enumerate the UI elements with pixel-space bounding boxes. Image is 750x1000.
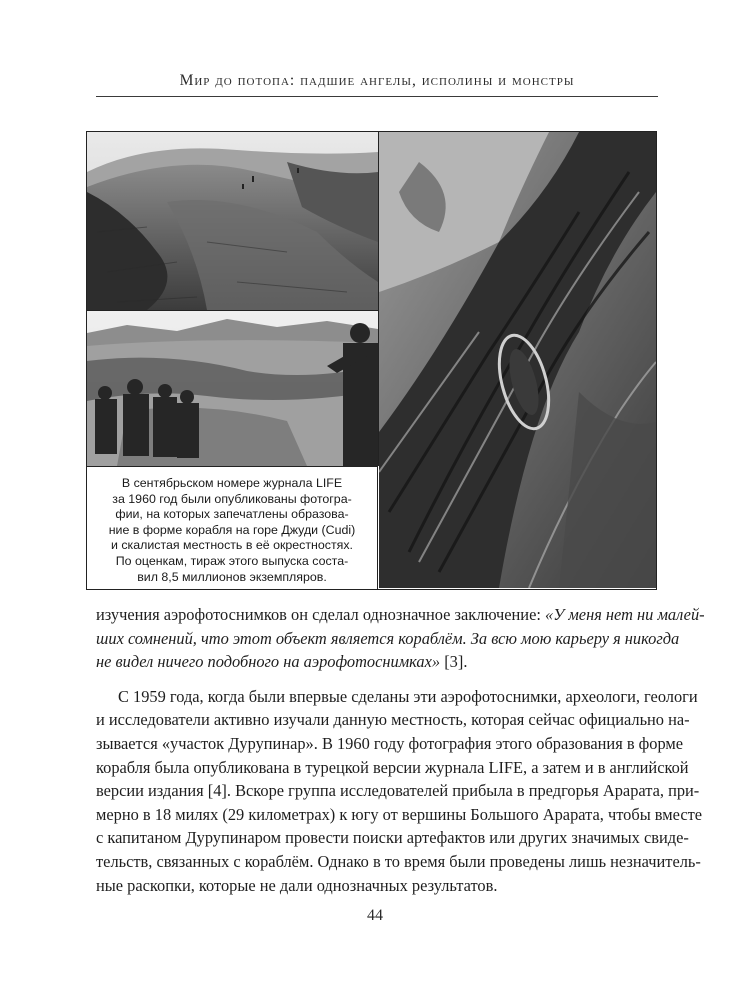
text-line: зывается «участок Дурупинар». В 1960 году фотография этого образования в форме: [96, 733, 684, 753]
text-line: ные раскопки, которые не дали однозначных результатов.: [96, 875, 498, 895]
caption-line: По оценкам, тираж этого выпуска соста-: [115, 553, 349, 568]
text-span: изучения аэрофотоснимков он сделал однозначное заключение:: [96, 605, 546, 624]
text-line: мерно в 18 милях (29 километрах) к югу от вершины Большого Арарата, чтобы вместе: [96, 804, 703, 824]
caption-line: ние в форме корабля на горе Джуди (Cudi): [108, 522, 356, 537]
paragraph-quote: [96, 603, 705, 674]
text-span: [3].: [440, 652, 468, 672]
figure-caption: [87, 466, 378, 589]
paragraph-durupinar: [96, 685, 703, 897]
text-line: [96, 650, 658, 674]
body-text: [96, 603, 705, 897]
figure: [86, 131, 657, 590]
text-line: [96, 603, 705, 627]
text-line: ших сомнений, что этот объект является кораблём. За всю мою карьеру я никогда: [96, 628, 680, 648]
page-number: 44: [367, 907, 383, 924]
hill-photo: [87, 132, 379, 311]
caption-line: и скалистая местность в её окрестностях.: [110, 538, 354, 553]
text-line: корабля была опубликована в турецкой версии журнала LIFE, а затем и в английской: [96, 757, 689, 777]
quote-span: «У меня нет ни малей-: [545, 605, 705, 624]
caption-line: вил 8,5 миллионов экземпляров.: [137, 569, 327, 584]
caption-line: фии, на которых запечатлены образова-: [115, 507, 349, 522]
text-line: версии издания [4]. Вскоре группа исследователей прибыла в предгорья Арарата, при-: [96, 781, 700, 801]
header-rule: [96, 96, 658, 97]
running-title: Мир до потопа: падшие ангелы, исполины и монстры: [179, 72, 575, 89]
caption-line: В сентябрьском номере журнала LIFE: [121, 476, 343, 490]
text-line: и исследователи активно изучали данную местность, которая сейчас официально на-: [96, 710, 690, 730]
text-line: тельств, связанных с кораблём. Однако в то время были проведены лишь незначитель-: [96, 851, 701, 871]
text-line: С 1959 года, когда были впервые сделаны эти аэрофотоснимки, археологи, геологи: [118, 686, 698, 706]
text-line: с капитаном Дурупинаром провести поиски артефактов или других значимых свиде-: [96, 828, 689, 848]
aerial-photo: [379, 132, 656, 588]
soldiers-photo: [87, 311, 379, 466]
caption-line: за 1960 год были опубликованы фотогра-: [112, 491, 352, 506]
quote-span: не видел ничего подобного на аэрофотоснимках»: [96, 652, 441, 672]
